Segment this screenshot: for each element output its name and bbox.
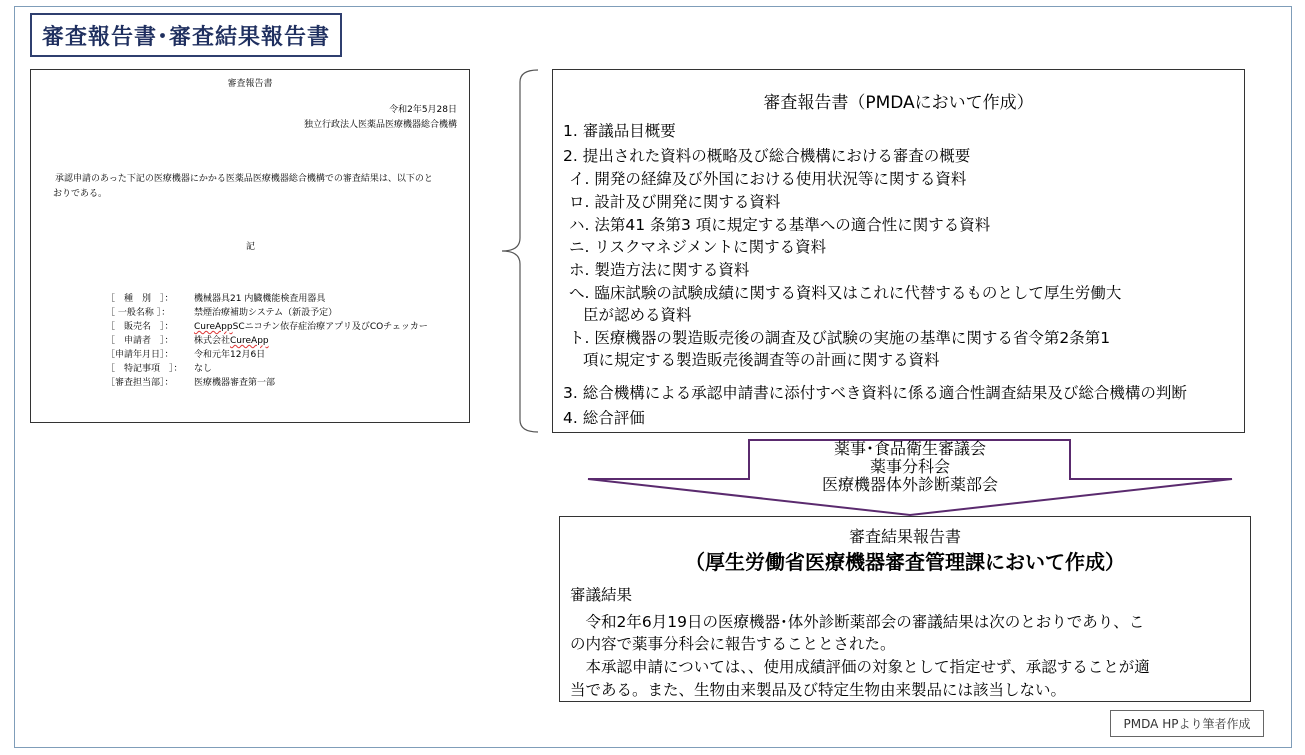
- doc-meta-row: ［ 特記事項 ］： なし: [106, 364, 213, 374]
- spellcheck-underlined-text: CureApp: [230, 336, 269, 346]
- review-report-item: ホ. 製造方法に関する資料: [569, 261, 750, 279]
- review-result-line: の内容で薬事分科会に報告することとされた。: [570, 635, 896, 653]
- doc-meta-row: ［申請年月日］： 令和元年12月6日: [106, 350, 266, 360]
- review-report-item: 3. 総合機構による承認申請書に添付すべき資料に係る適合性調査結果及び総合機構の判断: [563, 384, 1187, 402]
- review-report-item: 項に規定する製造販売後調査等の計画に関する資料: [583, 351, 940, 369]
- review-report-item: 2. 提出された資料の概略及び総合機構における審査の概要: [563, 147, 971, 165]
- doc-body-line-2: おりである。: [53, 189, 108, 199]
- source-note: PMDA HPより筆者作成: [1110, 710, 1264, 737]
- review-result-subheading: （厚生労働省医療機器審査管理課において作成）: [685, 550, 1125, 574]
- review-report-item: 1. 審議品目概要: [563, 122, 676, 140]
- review-report-item: ト. 医療機器の製造販売後の調査及び試験の実施の基準に関する省令第2条第1: [569, 329, 1111, 347]
- council-line-2: 薬事分科会: [869, 457, 950, 476]
- review-result-section: 審議結果: [570, 586, 633, 604]
- doc-meta-row: ［ 申請者 ］： 株式会社 CureApp: [106, 336, 269, 346]
- review-report-item: へ. 臨床試験の試験成績に関する資料又はこれに代替するものとして厚生労働大: [569, 284, 1122, 302]
- spellcheck-underlined-text: CureApp: [194, 322, 233, 332]
- doc-meta-row: ［審査担当部］： 医療機器審査第一部: [106, 378, 276, 388]
- review-report-box: [552, 69, 1245, 433]
- review-result-box: [559, 516, 1251, 702]
- review-report-item: 臣が認める資料: [583, 306, 692, 324]
- review-report-item: イ. 開発の経緯及び外国における使用状況等に関する資料: [569, 170, 967, 188]
- review-result-line: 当である。また、生物由来製品及び特定生物由来製品には該当しない。: [570, 681, 1067, 699]
- review-result-line: 本承認申請については、、使用成績評価の対象として指定せず、承認することが適: [570, 658, 1150, 676]
- doc-date: 令和2年5月28日: [389, 105, 457, 115]
- doc-body-line-1: 承認申請のあった下記の医療機器にかかる医薬品医療機器総合機構での審査結果は、以下のと: [55, 174, 433, 184]
- doc-heading: 審査報告書: [227, 79, 273, 89]
- curly-brace: [502, 70, 538, 432]
- review-result-line: 令和2年6月19日の医療機器･体外診断薬部会の審議結果は次のとおりであり、こ: [570, 613, 1145, 631]
- doc-meta-row: ［ 販売名 ］： CureApp SCニコチン依存症治療アプリ及びCOチェッカー: [106, 322, 428, 332]
- council-line-3: 医療機器体外診断薬部会: [821, 475, 998, 494]
- review-report-item: ロ. 設計及び開発に関する資料: [569, 193, 781, 211]
- review-report-item: ハ. 法第41 条第3 項に規定する基準への適合性に関する資料: [569, 216, 991, 234]
- doc-organization: 独立行政法人医薬品医療機器総合機構: [303, 120, 457, 130]
- doc-ki-mark: 記: [246, 242, 256, 252]
- doc-meta-row: ［ 一般名称 ］： 禁煙治療補助システム（新設予定）: [106, 308, 338, 318]
- review-report-item: 4. 総合評価: [563, 409, 645, 427]
- review-report-heading: 審査報告書（PMDAにおいて作成）: [763, 93, 1034, 113]
- council-line-1: 薬事･食品衛生審議会: [833, 439, 986, 458]
- page-title: 審査報告書･審査結果報告書: [41, 24, 330, 50]
- doc-meta-row: ［ 種 別 ］： 機械器具21 内臓機能検査用器具: [106, 294, 326, 304]
- review-result-heading: 審査結果報告書: [848, 527, 961, 546]
- review-report-item: ニ. リスクマネジメントに関する資料: [569, 238, 827, 256]
- council-label: [760, 440, 1060, 494]
